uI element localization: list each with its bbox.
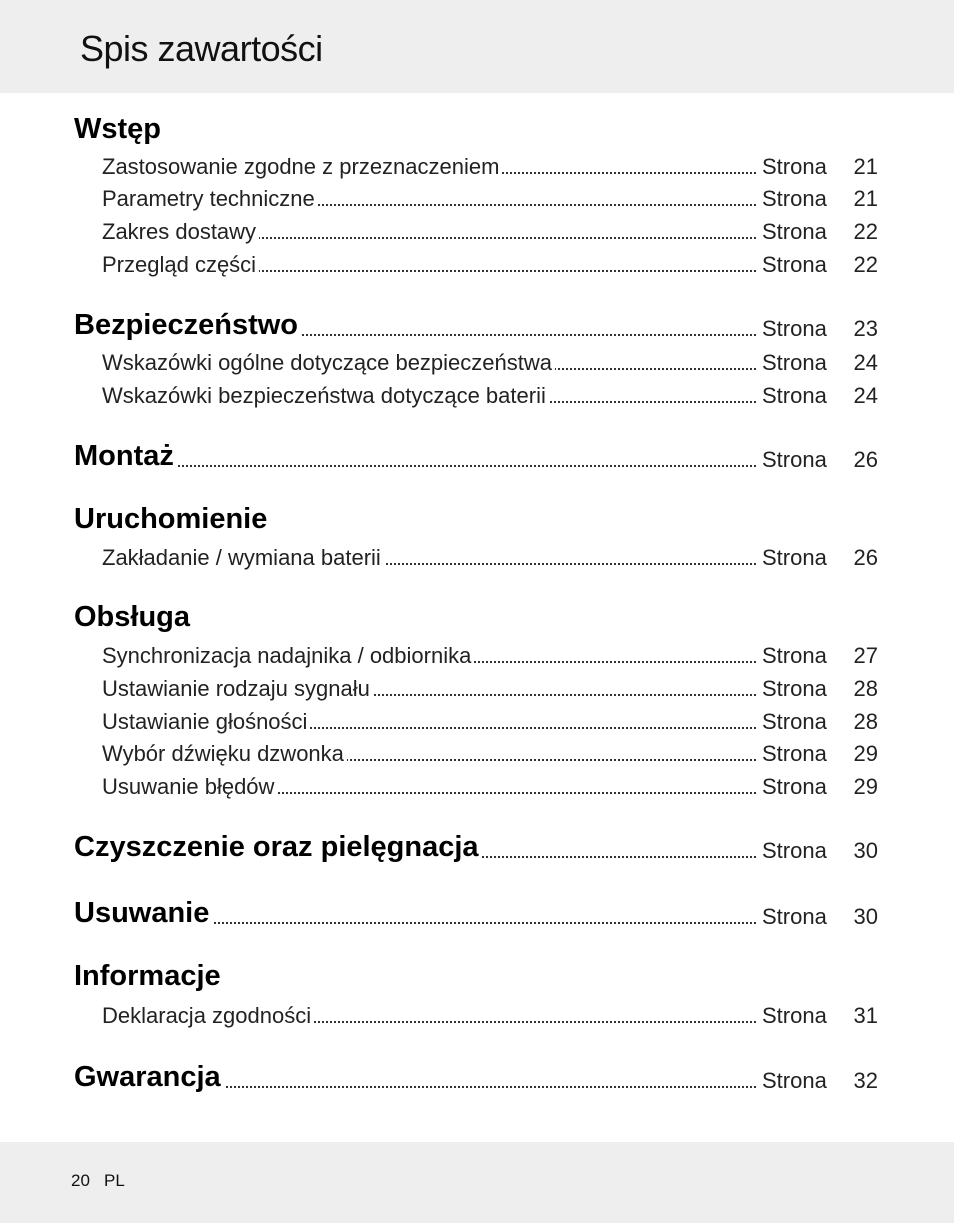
toc-entry[interactable] [0,113,954,150]
page-number: 31 [853,1003,878,1028]
page-number: 27 [853,643,878,668]
toc-entry[interactable] [0,601,954,638]
toc-entry[interactable] [0,215,954,249]
toc-subentry-label: Wskazówki ogólne dotyczące bezpieczeństwa [102,350,555,376]
page-number: 30 [853,904,878,929]
strona-label: Strona [762,774,827,799]
toc-entry[interactable] [0,379,954,413]
toc-subentry-label: Usuwanie błędów [102,774,277,800]
toc-section-heading: Bezpieczeństwo [74,309,301,342]
toc-entry[interactable] [0,960,954,997]
page-number: 22 [853,219,878,244]
page-number: 23 [853,316,878,341]
strona-label: Strona [762,545,827,570]
toc-section-heading: Informacje [74,960,224,993]
page-number: 21 [853,154,878,179]
toc-subentry-label: Ustawianie rodzaju sygnału [102,676,373,702]
page-title: Spis zawartości [80,28,323,69]
page-number: 29 [853,741,878,766]
strona-label: Strona [762,643,827,668]
toc-entry[interactable] [0,770,954,804]
toc-section-heading: Uruchomienie [74,503,270,536]
toc-subentry-label: Synchronizacja nadajnika / odbiornika [102,643,474,669]
strona-label: Strona [762,447,827,472]
strona-label: Strona [762,186,827,211]
toc-entry[interactable] [0,248,954,282]
toc-subentry-label: Deklaracja zgodności [102,1003,314,1029]
page-number: 30 [853,838,878,863]
toc-entry[interactable] [0,737,954,771]
strona-label: Strona [762,838,827,863]
toc-entry[interactable] [0,346,954,380]
toc-entry[interactable] [0,705,954,739]
toc-entry[interactable] [0,831,954,868]
toc-subentry-label: Ustawianie głośności [102,709,310,735]
strona-label: Strona [762,252,827,277]
strona-label: Strona [762,676,827,701]
toc-entry[interactable] [0,672,954,706]
toc-section-heading: Montaż [74,440,177,473]
toc-entry[interactable] [0,541,954,575]
toc-section-heading: Czyszczenie oraz pielęgnacja [74,831,482,864]
strona-label: Strona [762,383,827,408]
strona-label: Strona [762,904,827,929]
toc-entry[interactable] [0,999,954,1033]
toc-entry[interactable] [0,309,954,346]
toc-entry[interactable] [0,1061,954,1098]
toc-subentry-label: Wybór dźwięku dzwonka [102,741,347,767]
toc-entry[interactable] [0,503,954,540]
toc-entry[interactable] [0,150,954,184]
toc-subentry-label: Wskazówki bezpieczeństwa dotyczące baterii [102,383,549,409]
toc-section-heading: Usuwanie [74,897,212,930]
page-number: 28 [853,676,878,701]
strona-label: Strona [762,350,827,375]
toc-subentry-label: Przegląd części [102,252,259,278]
toc-entry[interactable] [0,440,954,477]
page-number: 32 [853,1068,878,1093]
toc-subentry-label: Zastosowanie zgodne z przeznaczeniem [102,154,502,180]
strona-label: Strona [762,219,827,244]
strona-label: Strona [762,709,827,734]
page-number: 24 [853,383,878,408]
strona-label: Strona [762,1003,827,1028]
page-number: 26 [853,447,878,472]
page-number: 21 [853,186,878,211]
strona-label: Strona [762,316,827,341]
toc-section-heading: Wstęp [74,113,164,146]
toc-subentry-label: Parametry techniczne [102,186,318,212]
toc-section-heading: Gwarancja [74,1061,224,1094]
footer-page-number: 20 [71,1171,90,1190]
toc-subentry-label: Zakładanie / wymiana baterii [102,545,384,571]
strona-label: Strona [762,1068,827,1093]
page-number: 29 [853,774,878,799]
toc-subentry-label: Zakres dostawy [102,219,259,245]
page-number: 24 [853,350,878,375]
page-header [0,0,954,93]
toc-entry[interactable] [0,639,954,673]
toc-entry[interactable] [0,897,954,934]
page-number: 26 [853,545,878,570]
strona-label: Strona [762,741,827,766]
toc-entry[interactable] [0,182,954,216]
page-footer [0,1142,954,1223]
toc-section-heading: Obsługa [74,601,193,634]
strona-label: Strona [762,154,827,179]
page-number: 28 [853,709,878,734]
page-number: 22 [853,252,878,277]
footer-language: PL [104,1171,125,1190]
